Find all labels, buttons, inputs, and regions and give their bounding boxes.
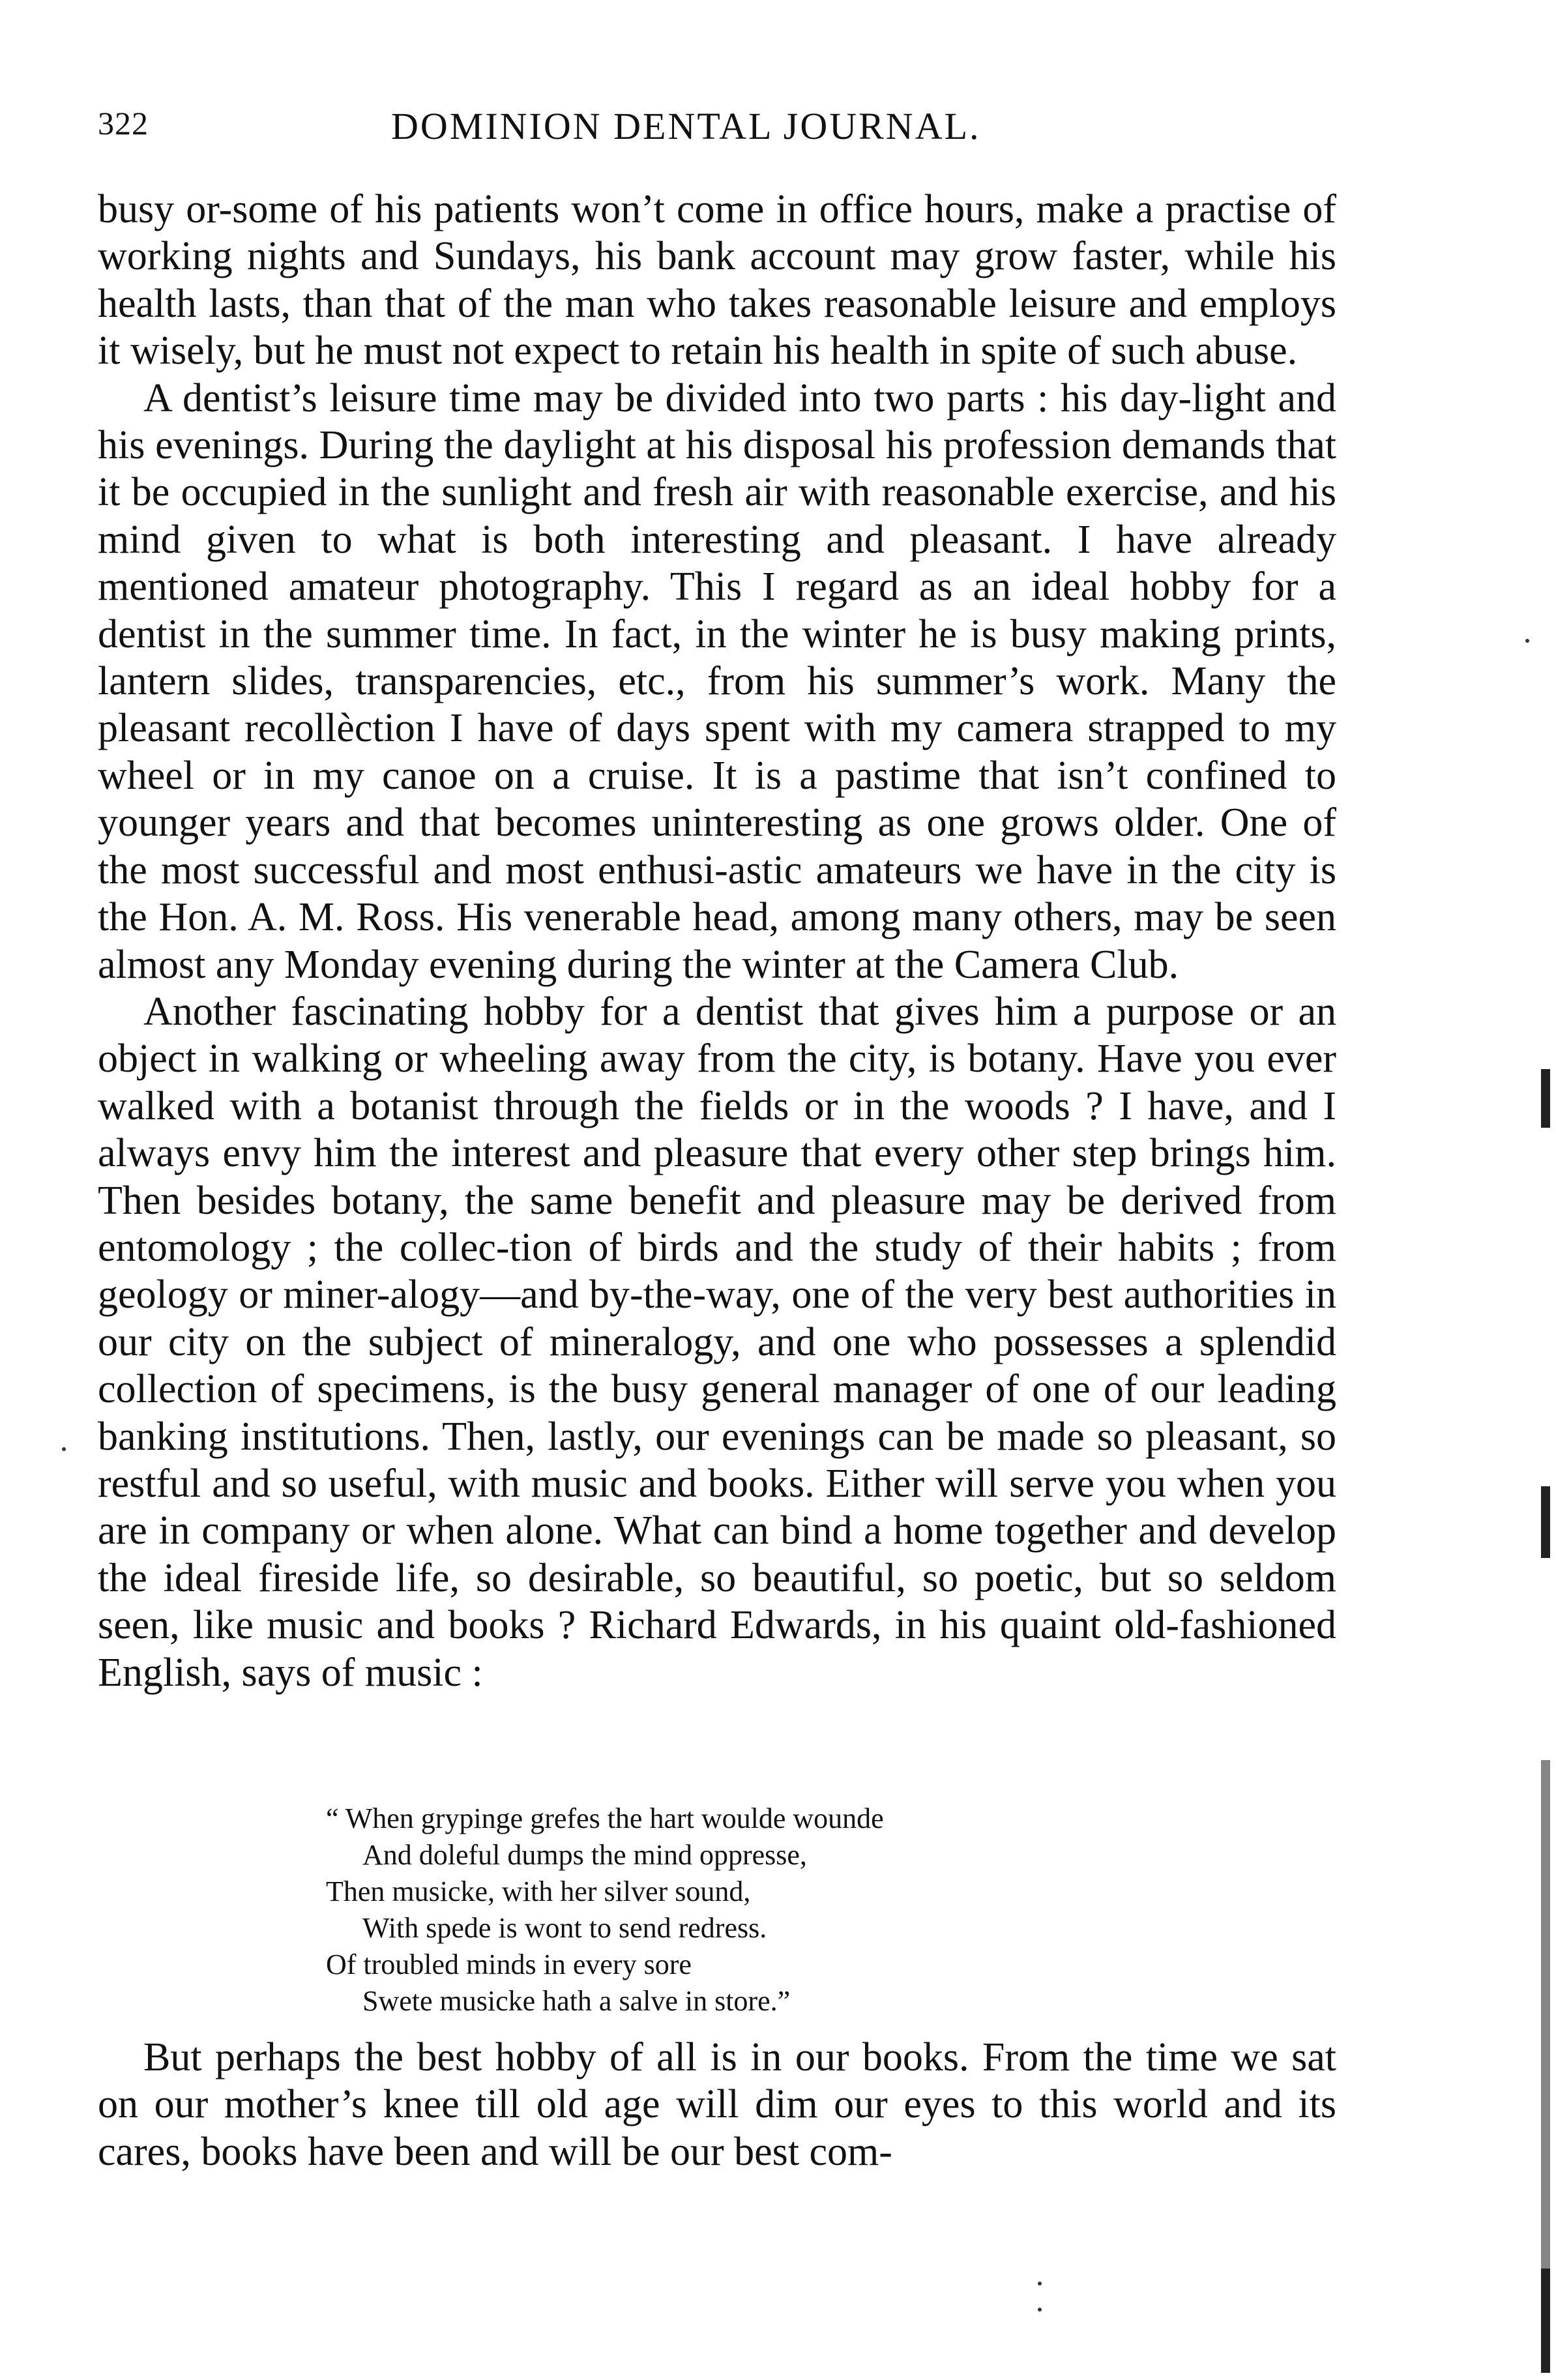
scan-edge-mark <box>1541 1486 1550 1558</box>
paragraph-leisure-time: A dentist’s leisure time may be divided into two parts : his day-light and his evenings. During the daylight at his disposal his profession demands that it be occupied in the sunlight and fresh air with reasonable exercise, and his mind given to what is both interesting and pleasant. I have already mentioned amateur photography. This I regard as an ideal hobby for a dentist in the summer time. In fact, in the winter he is busy making prints, lantern slides, transparencies, etc., from his summer’s work. Many the pleasant recollèction I have of days spent with my camera strapped to my wheel or in my canoe on a cruise. It is a pastime that isn’t confined to younger years and that becomes uninteresting as one grows older. One of the most successful and most enthusi-astic amateurs we have in the city is the Hon. A. M. Ross. His venerable head, among many others, may be seen almost any Monday evening during the winter at the Camera Club. <box>98 375 1336 987</box>
poem-line: Swete musicke hath a salve in store.” <box>362 1985 791 2017</box>
scan-speck <box>1525 639 1529 643</box>
scan-speck <box>1038 2308 1042 2312</box>
poem-line: Of troubled minds in every sore <box>326 1948 692 1980</box>
journal-title: DOMINION DENTAL JOURNAL. <box>391 105 981 147</box>
poem-line: Then musicke, with her silver sound, <box>326 1875 751 1907</box>
poem-line: And doleful dumps the mind oppresse, <box>362 1839 807 1871</box>
scan-edge-mark <box>1541 2269 1550 2373</box>
running-head <box>98 104 1336 156</box>
paragraph-continuation: busy or-some of his patients won’t come in office hours, make a practise of working nights and Sundays, his bank account may grow faster, while his health lasts, than that of the man who takes reasonable leisure and employs it wisely, but he must not expect to retain his health in spite of such abuse. <box>98 187 1336 374</box>
page-number: 322 <box>98 105 149 141</box>
body-text <box>98 186 1336 1696</box>
closing-text <box>98 2034 1336 2175</box>
paragraph-books-hobby: But perhaps the best hobby of all is in our books. From the time we sat on our mother’s knee till old age will dim our eyes to this world and its cares, books have been and will be our best com- <box>98 2035 1336 2174</box>
poem-line: “ When grypinge grefes the hart woulde wounde <box>326 1802 884 1834</box>
poem-line: With spede is wont to send redress. <box>362 1912 767 1944</box>
scan-speck <box>62 1447 66 1451</box>
poem-quotation <box>326 1800 1173 2020</box>
scan-speck <box>1038 2282 1042 2285</box>
paragraph-botany-hobby: Another fascinating hobby for a dentist that gives him a purpose or an object in walking or wheeling away from the city, is botany. Have you ever walked with a botanist through the fields or in the woods ? I have, and I always envy him the interest and pleasure that every other step brings him. Then besides botany, the same benefit and pleasure may be derived from entomology ; the collec-tion of birds and the study of their habits ; from geology or miner-alogy—and by-the-way, one of the very best authorities in our city on the subject of mineralogy, and one who possesses a splendid collection of specimens, is the busy general manager of one of our leading banking institutions. Then, lastly, our evenings can be made so pleasant, so restful and so useful, with music and books. Either will serve you when you are in company or when alone. What can bind a home together and develop the ideal fireside life, so desirable, so beautiful, so poetic, but so seldom seen, like music and books ? Richard Edwards, in his quaint old-fashioned English, says of music : <box>98 989 1336 1695</box>
scan-edge-mark <box>1541 1760 1550 2347</box>
scan-edge-mark <box>1541 1069 1550 1128</box>
